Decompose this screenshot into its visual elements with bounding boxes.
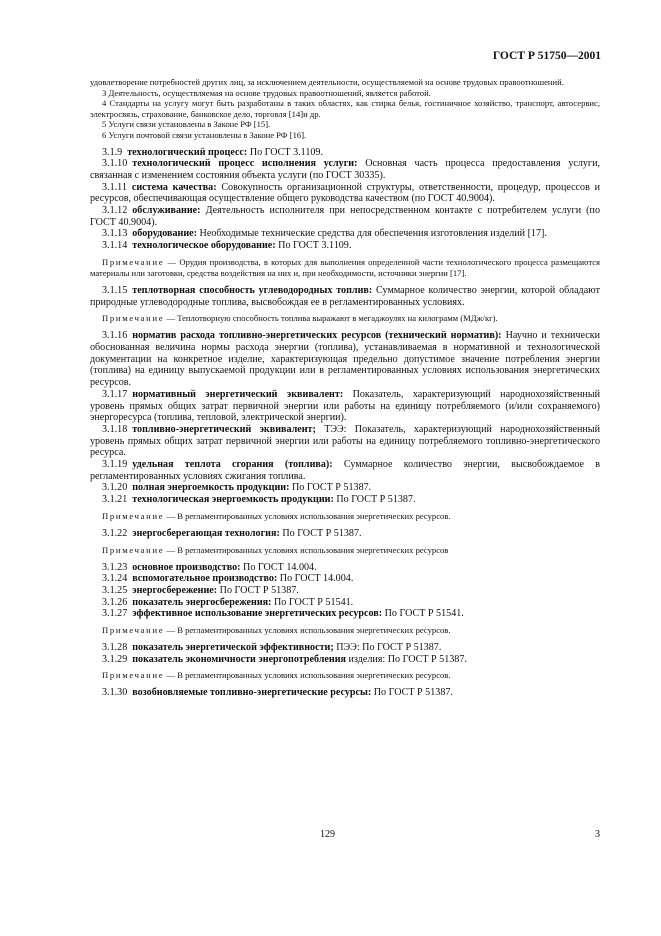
note-text: — Орудия производства, в которых для выполнения определенной части технологического процесса размещаются материалы или заготовки, средства воздействия на них и, при необходимости, источники энергии [17]. — [90, 256, 600, 278]
note-text: — В регламентированных условиях использования энергетических ресурсов — [166, 544, 449, 555]
footnote-6: 6 Услуги почтовой связи установлены в Законе РФ [16]. — [102, 129, 307, 140]
clause-term: нормативный энергетический эквивалент: — [132, 388, 344, 400]
clause-definition: Деятельность исполнителя при непосредственном контакте с потребителем услуги (по ГОСТ 40.9004). — [90, 205, 600, 228]
note-2 — [90, 313, 600, 324]
clause-number: 3.1.22 — [102, 527, 128, 539]
clause-term: показатель энергетической эффективности; — [132, 642, 334, 654]
note-text: — В регламентированных условиях использования энергетических ресурсов. — [166, 625, 451, 636]
clause-term: полная энергоемкость продукции: — [132, 482, 290, 494]
clause-number: 3.1.18 — [102, 423, 128, 435]
clause-definition: По ГОСТ Р 51387. — [219, 584, 299, 596]
clause-definition: По ГОСТ Р 51541. — [384, 608, 464, 620]
clause-3-1-13 — [90, 228, 600, 240]
clause-term: технологический процесс: — [127, 146, 248, 158]
clause-number: 3.1.13 — [102, 228, 128, 240]
note-label: Примечание — [102, 544, 165, 555]
clause-term: энергосберегающая технология: — [132, 527, 280, 539]
clause-definition: По ГОСТ Р 51541. — [274, 596, 354, 608]
note-5 — [90, 625, 600, 636]
clause-definition: По ГОСТ Р 51387. — [373, 687, 453, 699]
clause-number: 3.1.9 — [102, 146, 123, 158]
clause-3-1-20 — [90, 482, 600, 494]
clause-number: 3.1.29 — [102, 653, 128, 665]
clause-term: вспомогательное производство: — [132, 573, 278, 585]
note-label: Примечание — [102, 670, 165, 681]
clause-term: топливно-энергетический эквивалент; — [132, 423, 316, 435]
clause-3-1-28 — [90, 642, 600, 654]
clause-number: 3.1.19 — [102, 459, 128, 471]
clause-term: энергосбережение: — [132, 584, 218, 596]
footnote-4: 4 Стандарты на услугу могут быть разработаны в таких областях, как стирка белья, гостиничное хозяйство, транспорт, автосервис, электросвязь, страхование, банковское дело, торговля [14]и др. — [90, 98, 600, 119]
clause-3-1-11 — [90, 182, 600, 205]
clause-3-1-26 — [90, 597, 600, 609]
clause-term: оборудование: — [132, 228, 198, 240]
footnote-3: 3 Деятельность, осуществляемая на основе трудовых правоотношений, является работой. — [102, 87, 431, 98]
clause-3-1-10 — [90, 158, 600, 181]
document-body — [90, 77, 600, 699]
clause-definition: По ГОСТ 3.1109. — [278, 240, 352, 252]
note-text: — В регламентированных условиях использования энергетических ресурсов. — [166, 670, 451, 681]
note-text: — Теплотворную способность топлива выражают в мегаджоулях на килограмм (МДж/кг). — [166, 313, 498, 324]
clause-term: теплотворная способность углеводородных топлив: — [132, 284, 373, 296]
clause-number: 3.1.25 — [102, 584, 128, 596]
clause-3-1-27 — [90, 608, 600, 620]
clause-term: технологическое оборудование: — [132, 240, 276, 252]
note-4 — [90, 545, 600, 556]
clause-definition: Научно и технически обоснованная величина нормы расхода энергии (топлива), устанавливаемая в нормативной и технологической документации на конкретное изделие, характеризующая предельно допустимое значение потребления энергии (топлива) на единицу выпускаемой продукции или в регламентированных условиях использования энергетических ресурсов. — [90, 330, 600, 389]
clause-term: обслуживание: — [132, 205, 201, 217]
clause-3-1-16 — [90, 330, 600, 389]
clause-term: эффективное использование энергетических ресурсов: — [132, 608, 383, 620]
clause-definition: По ГОСТ 14.004. — [243, 561, 317, 573]
clause-number: 3.1.27 — [102, 608, 128, 620]
clause-3-1-19 — [90, 459, 600, 482]
clause-number: 3.1.16 — [102, 330, 128, 342]
clause-3-1-15 — [90, 285, 600, 308]
clause-number: 3.1.10 — [102, 158, 128, 170]
clause-3-1-9 — [90, 147, 600, 159]
clause-3-1-30 — [90, 687, 600, 699]
clause-3-1-22 — [90, 528, 600, 540]
clause-definition: По ГОСТ Р 51387. — [292, 482, 372, 494]
clause-number: 3.1.26 — [102, 596, 128, 608]
document-code: ГОСТ Р 51750—2001 — [492, 50, 601, 62]
note-label: Примечание — [102, 510, 165, 521]
sheet-number: 3 — [595, 829, 600, 840]
clause-number: 3.1.14 — [102, 240, 128, 252]
clause-number: 3.1.12 — [102, 205, 128, 217]
clause-number: 3.1.15 — [102, 284, 128, 296]
clause-term: показатель энергосбережения: — [132, 596, 272, 608]
clause-3-1-14 — [90, 240, 600, 252]
clause-definition: изделия: По ГОСТ Р 51387. — [348, 653, 467, 665]
note-text: — В регламентированных условиях использования энергетических ресурсов. — [166, 510, 451, 521]
clause-3-1-12 — [90, 205, 600, 228]
clause-definition: По ГОСТ 14.004. — [279, 573, 354, 585]
clause-3-1-17 — [90, 389, 600, 424]
clause-definition: ТЭЭ: Показатель, характеризующий народнохозяйственный уровень прямых общих затрат первичной энергии или работы на единицу потребляемого топливно-энергетического ресурса. — [90, 423, 600, 459]
clause-term: удельная теплота сгорания (топлива): — [132, 459, 333, 471]
note-label: Примечание — [102, 256, 165, 267]
clause-definition: Необходимые технические средства для обеспечения изготовления изделий [17]. — [199, 228, 547, 240]
clause-term: технологический процесс исполнения услуги: — [132, 158, 358, 170]
clause-term: технологическая энергоемкость продукции: — [132, 494, 334, 506]
clause-number: 3.1.24 — [102, 573, 128, 585]
page-number: 129 — [320, 829, 335, 840]
footnote-5: 5 Услуги связи установлены в Законе РФ [15]. — [102, 119, 271, 130]
clause-term: основное производство: — [132, 561, 241, 573]
clause-3-1-24 — [90, 573, 600, 585]
footnote-continuation: удовлетворение потребностей других лиц, за исключением деятельности, осуществляемой на основе трудовых правоотношений. — [90, 77, 564, 87]
clause-term: система качества: — [131, 181, 217, 193]
clause-3-1-21 — [90, 494, 600, 506]
clause-number: 3.1.21 — [102, 494, 128, 506]
clause-number: 3.1.17 — [102, 388, 128, 400]
note-3 — [90, 511, 600, 522]
clause-definition: Основная часть процесса предоставления услуги, связанная с изменением состояния объекта услуги (по ГОСТ 30335). — [90, 158, 600, 181]
clause-definition: Совокупность организационной структуры, ответственности, процедур, процессов и ресурсов, обеспечивающая осуществление общего руководства качеством (по ГОСТ 40.9004). — [90, 181, 600, 205]
clause-term: возобновляемые топливно-энергетические ресурсы: — [132, 687, 372, 699]
clause-number: 3.1.30 — [102, 687, 128, 699]
clause-number: 3.1.28 — [102, 642, 128, 654]
clause-number: 3.1.23 — [102, 561, 128, 573]
note-label: Примечание — [102, 313, 165, 324]
clause-number: 3.1.11 — [102, 181, 127, 193]
clause-3-1-25 — [90, 585, 600, 597]
clause-term: норматив расхода топливно-энергетических ресурсов (технический норматив): — [132, 330, 502, 342]
clause-definition: Показатель, характеризующий народнохозяйственный уровень прямых общих затрат первичной энергии или работы на единицу потребляемого (и/или сохраняемого) энергоресурса (топлива, тепловой, электрической энергии). — [90, 388, 600, 424]
clause-term: показатель экономичности энергопотребления — [132, 653, 346, 665]
clause-number: 3.1.20 — [102, 482, 128, 494]
clause-definition: По ГОСТ Р 51387. — [282, 527, 362, 539]
clause-3-1-23 — [90, 562, 600, 574]
clause-definition: По ГОСТ 3.1109. — [249, 146, 323, 158]
note-6 — [90, 670, 600, 681]
clause-definition: По ГОСТ Р 51387. — [336, 494, 416, 506]
clause-definition: ПЭЭ: По ГОСТ Р 51387. — [336, 642, 442, 654]
clause-definition: Суммарное количество энергии, высвобождаемое в регламентированных условиях сжигания топлива. — [90, 459, 600, 482]
note-1 — [90, 257, 600, 279]
clause-3-1-29 — [90, 654, 600, 666]
clause-definition: Суммарное количество энергии, которой обладают природные углеводородные топлива, высвобождая ее в регламентированных условиях. — [90, 284, 600, 308]
note-label: Примечание — [102, 625, 165, 636]
clause-3-1-18 — [90, 424, 600, 459]
